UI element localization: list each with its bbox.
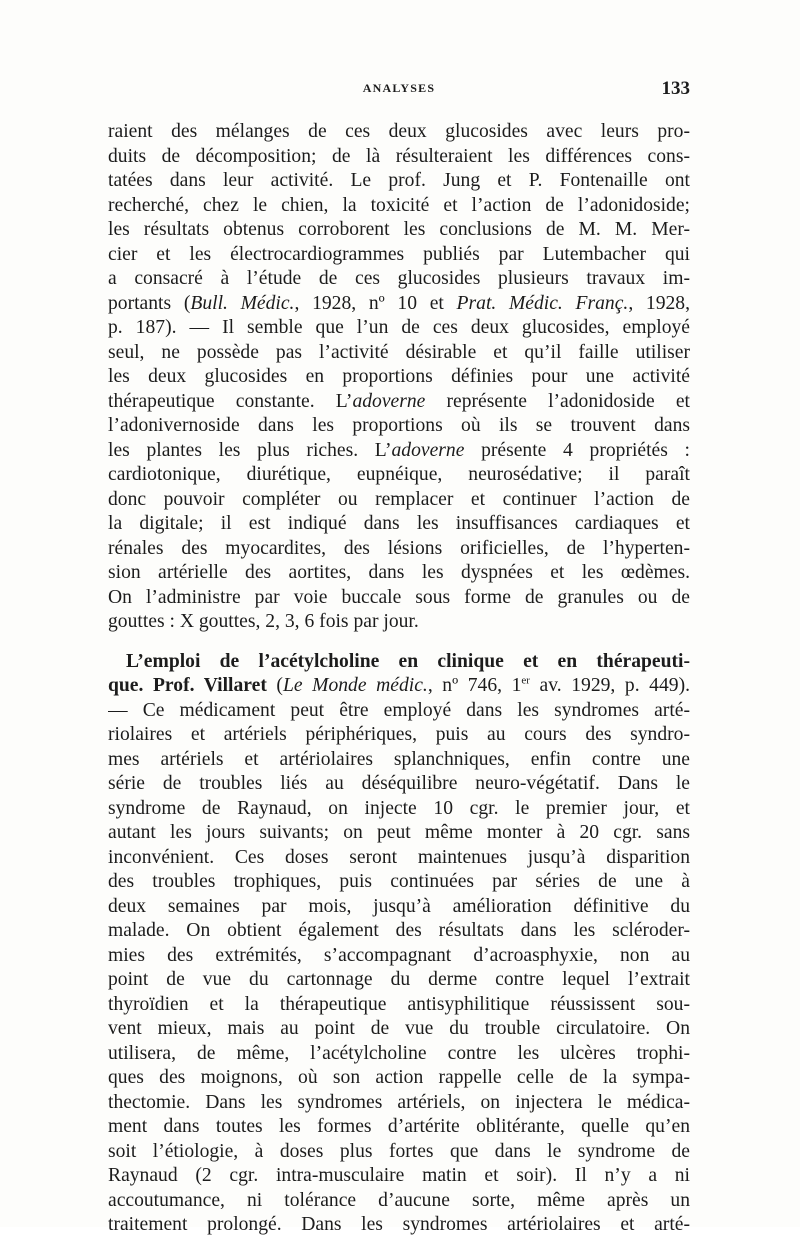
text-line: inconvénient. Ces doses seront maintenues jusqu’à disparition <box>108 847 690 868</box>
text-run: portants ( <box>108 293 191 314</box>
text-line: thectomie. Dans les syndromes artériels, on injectera le médica- <box>108 1092 690 1113</box>
text-line: deux semaines par mois, jusqu’à amélioration définitive du <box>108 896 690 917</box>
text-line: autant les jours suivants; on peut même monter à 20 cgr. sans <box>108 822 690 843</box>
text-run: av. 1929, p. 449). <box>529 675 690 696</box>
text-run: , 1928, nº 10 et <box>294 293 457 314</box>
text-line: les deux glucosides en proportions définies pour une activité <box>108 366 690 387</box>
journal-title: Bull. Médic. <box>190 293 295 314</box>
running-title: ANALYSES <box>362 81 436 95</box>
text-line <box>108 673 690 698</box>
text-line: soit l’étiologie, à doses plus fortes que dans le syndrome de <box>108 1141 690 1162</box>
text-line <box>108 389 690 414</box>
section-heading: L’emploi de l’acétylcholine en clinique et en thérapeuti- <box>126 651 690 672</box>
text-run: thérapeutique constante. L’ <box>108 391 353 412</box>
text-line: duits de décomposition; de là résulteraient les différences cons- <box>108 146 690 167</box>
text-line: p. 187). — Il semble que l’un de ces deux glucosides, employé <box>108 317 690 338</box>
text-line: cardiotonique, diurétique, eupnéique, neurosédative; il paraît <box>108 464 690 485</box>
text-line <box>108 291 690 316</box>
text-line: riolaires et artériels périphériques, puis au cours des syndro- <box>108 724 690 745</box>
text-line: mes artériels et artériolaires splanchniques, enfin contre une <box>108 749 690 770</box>
text-line: — Ce médicament peut être employé dans les syndromes arté- <box>108 700 690 721</box>
text-run: présente 4 propriétés : <box>464 440 690 461</box>
journal-title: Prat. Médic. Franç. <box>456 293 629 314</box>
text-line: les résultats obtenus corroborent les conclusions de M. M. Mer- <box>108 219 690 240</box>
text-line: rénales des myocardites, des lésions orificielles, de l’hyperten- <box>108 538 690 559</box>
text-line: On l’administre par voie buccale sous forme de granules ou de <box>108 587 690 608</box>
text-line: cier et les électrocardiogrammes publiés par Lutembacher qui <box>108 244 690 265</box>
text-line: donc pouvoir compléter ou remplacer et continuer l’action de <box>108 489 690 510</box>
text-line: malade. On obtient également des résultats dans les scléroder- <box>108 920 690 941</box>
text-run: représente l’adonidoside et <box>425 391 690 412</box>
text-line: sion artérielle des aortites, dans les dyspnées et les œdèmes. <box>108 562 690 583</box>
text-line: syndrome de Raynaud, on injecte 10 cgr. le premier jour, et <box>108 798 690 819</box>
text-line: ques des moignons, où son action rappelle celle de la sympa- <box>108 1067 690 1088</box>
text-line: utilisera, de même, l’acétylcholine contre les ulcères trophi- <box>108 1043 690 1064</box>
text-line: thyroïdien et la thérapeutique antisyphilitique réussissent sou- <box>108 994 690 1015</box>
text-line: des troubles trophiques, puis continuées par séries de une à <box>108 871 690 892</box>
text-line: a consacré à l’étude de ces glucosides plusieurs travaux im- <box>108 268 690 289</box>
product-name: adoverne <box>391 440 465 461</box>
text-line: Raynaud (2 cgr. intra-musculaire matin et soir). Il n’y a ni <box>108 1165 690 1186</box>
text-line <box>108 438 690 463</box>
product-name: adoverne <box>352 391 426 412</box>
text-run: , 1928, <box>628 293 690 314</box>
text-line: gouttes : X gouttes, 2, 3, 6 fois par jour. <box>108 611 419 632</box>
text-run: , nº 746, 1 <box>427 675 522 696</box>
text-line: seul, ne possède pas l’activité désirable et qu’il faille utiliser <box>108 342 690 363</box>
heading-end: que. Prof. Villaret <box>108 675 267 696</box>
text-line: ment dans toutes les formes d’artérite oblitérante, quelle qu’en <box>108 1116 690 1137</box>
text-line: la digitale; il est indiqué dans les insuffisances cardiaques et <box>108 513 690 534</box>
text-line: tatées dans leur activité. Le prof. Jung et P. Fontenaille ont <box>108 170 690 191</box>
text-line: série de troubles liés au déséquilibre neuro-végétatif. Dans le <box>108 773 690 794</box>
text-line: l’adonivernoside dans les proportions où ils se trouvent dans <box>108 415 690 436</box>
text-line: vent mieux, mais au point de vue du trouble circulatoire. On <box>108 1018 690 1039</box>
page-number: 133 <box>661 78 690 99</box>
text-run: les plantes les plus riches. L’ <box>108 440 392 461</box>
text-line: mies des extrémités, s’accompagnant d’acroasphyxie, non au <box>108 945 690 966</box>
running-head <box>108 78 690 98</box>
text-line: accoutumance, ni tolérance d’aucune sorte, même après un <box>108 1190 690 1211</box>
superscript: er <box>521 674 530 687</box>
text-line: traitement prolongé. Dans les syndromes artériolaires et arté- <box>108 1214 690 1235</box>
journal-title: Le Monde médic. <box>282 675 428 696</box>
text-run: ( <box>266 675 283 696</box>
text-line: raient des mélanges de ces deux glucosides avec leurs pro- <box>108 121 690 142</box>
text-line: point de vue du cartonnage du derme contre lequel l’extrait <box>108 969 690 990</box>
text-line: recherché, chez le chien, la toxicité et l’action de l’adonidoside; <box>108 195 690 216</box>
